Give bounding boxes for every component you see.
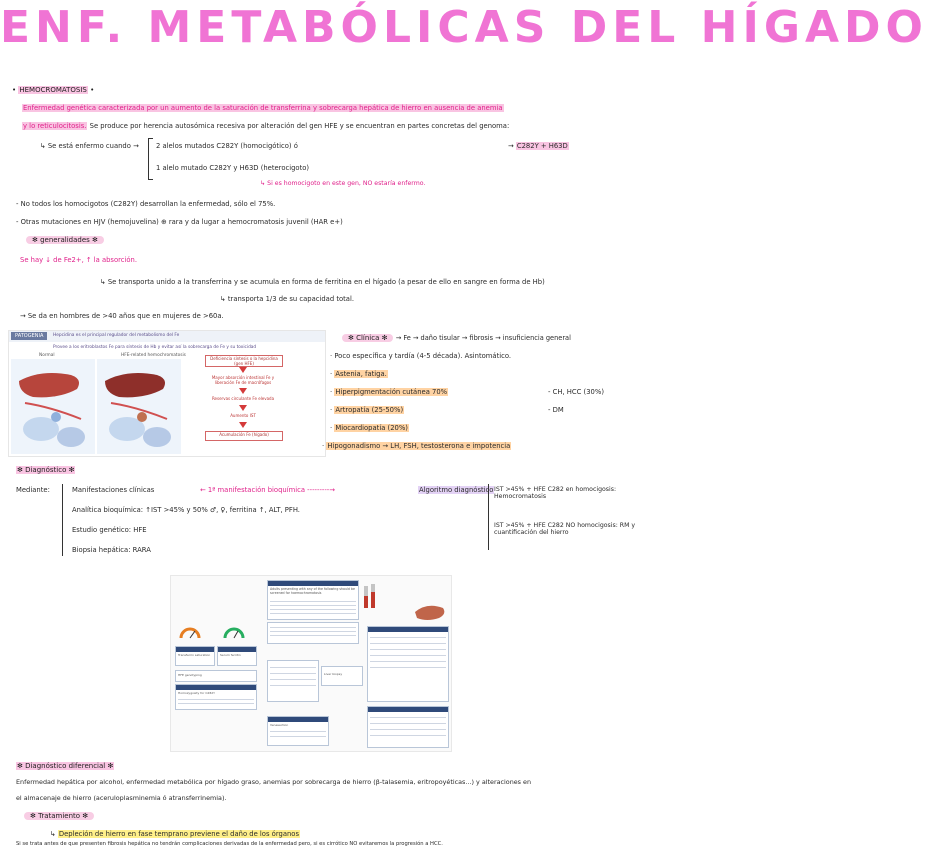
pathogenesis-slide	[8, 330, 326, 457]
clinica-side-2: - DM	[548, 406, 564, 414]
clinica-item-3: · Hiperpigmentación cutánea 70%	[330, 388, 448, 396]
note-homocigotos: - No todos los homocigotos (C282Y) desarrollan la enfermedad, sólo el 75%.	[16, 200, 276, 208]
slide-tab: PATOGENIA	[11, 332, 47, 340]
generalidades-heading: ✻ generalidades ✻	[26, 236, 104, 244]
diag-result-2: IST >45% + HFE C282 NO homocigosis: RM y cuantificación del hierro	[494, 522, 636, 536]
condition-note: ↳ Si es homocigoto en este gen, NO estaría enfermo.	[260, 180, 426, 187]
diagram-box-bottom-right	[367, 706, 449, 748]
clinica-side-1: - CH, HCC (30%)	[548, 388, 604, 396]
diagnostico-heading: ✻ Diagnóstico ✻	[17, 466, 75, 474]
liver-illustration-right	[97, 359, 181, 454]
tratamiento-line-1: ↳ Depleción de hierro en fase temprano previene el daño de los órganos	[50, 830, 299, 838]
diag-algoritmo: Algoritmo diagnóstico	[419, 486, 494, 494]
diagram-box-ferritin: Serum ferritin	[217, 646, 257, 666]
liver-illustration-left	[11, 359, 95, 454]
diagram-box-transferrin: Transferrin saturation	[175, 646, 215, 666]
diag-item-3: Estudio genético: HFE	[72, 526, 147, 534]
flow-step-3: Reservas circulante Fe elevada	[211, 396, 275, 401]
diag-item-4: Biopsia hepática: RARA	[72, 546, 151, 554]
diagram-box-genotyping: HFE genotyping	[175, 670, 257, 682]
flow-arrow-3	[239, 405, 247, 411]
tratamiento-line-2: Si se trata antes de que presenten fibrosis hepática no tendrán complicaciones derivadas de la enfermedad pero, si es cirrótico NO evitaremos la progresión a HCC.	[16, 841, 443, 847]
condition-2: 1 alelo mutado C282Y y H63D (heterocigoto)	[156, 164, 310, 172]
flow-step-1: Deficiencia síntesis o la hepcidina (gen HFE)	[205, 355, 283, 367]
mutation-label: → C282Y + H63D	[508, 142, 568, 150]
diferencial-heading: ✻ Diagnóstico diferencial ✻	[17, 762, 114, 770]
clinica-item-4: · Artropatía (25-50%)	[330, 406, 404, 414]
diagram-top-box	[267, 580, 359, 620]
gauge-icon-left	[179, 626, 201, 640]
clinica-item-2: · Astenia, fatiga.	[330, 370, 387, 378]
sick-when: ↳ Se está enfermo cuando →	[40, 142, 139, 150]
diagram-box-right	[367, 626, 449, 702]
algorithm-diagram	[170, 575, 452, 752]
diag-mediante: Mediante:	[16, 486, 50, 494]
flow-arrow-2	[239, 388, 247, 394]
diagram-title: Adults presenting with any of the following should be screened for haemochromatosis	[270, 587, 355, 595]
definition-line-2: y lo reticulocitosis. Se produce por herencia autosómica recesiva por alteración del gen HFE y se encuentran en partes concretas del genoma:	[23, 122, 510, 130]
tratamiento-heading: ✻ Tratamiento ✻	[24, 812, 94, 820]
diagram-box-homozygosity: Homozygosity for C282Y	[175, 684, 257, 710]
diag-brace	[62, 484, 67, 556]
slide-img-left-label: Normal	[39, 353, 55, 358]
clinica-item-5: · Miocardiopatía (20%)	[330, 424, 408, 432]
definition-line-1: Enfermedad genética caracterizada por un aumento de la saturación de transferrina y sobrecarga hepática de hierro en ausencia de anemia	[23, 104, 503, 112]
diag-first-manif: ← 1ª manifestación bioquímica ---------→	[200, 486, 335, 494]
clinica-heading: ✻ Clínica ✻ → Fe → daño tisular → fibrosis → insuficiencia general	[342, 334, 571, 342]
liver-icon	[413, 602, 447, 624]
diferencial-text-1: Enfermedad hepática por alcohol, enfermedad metabólica por hígado graso, anemias por sobrecarga de hierro (β-talasemia, eritropoyéticas...) y alteraciones en	[16, 778, 532, 786]
slide-img-right-label: HFE-related hemochromatosis	[121, 353, 186, 358]
diag-result-brace	[488, 484, 493, 550]
diagram-box-2	[267, 622, 359, 644]
diferencial-text-2: el almacenaje de hierro (aceruloplasminemia ó atransferrinemia).	[16, 794, 227, 802]
section-heading-hemocromatosis: • HEMOCROMATOSIS •	[12, 86, 95, 94]
transporte-text: ↳ Se transporta unido a la transferrina y se acumula en forma de ferritina en el hígado (a pesar de ello en sangre en forma de Hb)	[100, 278, 545, 286]
slide-line-1: Hepcidina es el principal regulador del metabolismo del Fe	[53, 333, 180, 338]
diagram-box-venesection: Venesection	[267, 716, 329, 746]
diagram-box-mid	[267, 660, 319, 702]
diag-item-1: Manifestaciones clínicas	[72, 486, 155, 494]
flow-step-4: Aumento IST	[230, 413, 256, 418]
diagram-box-liver-biopsy: Liver biopsy	[321, 666, 363, 686]
page-title: ENF. METABÓLICAS DEL HÍGADO	[0, 2, 928, 53]
gauge-icon-right	[223, 626, 245, 640]
flow-arrow-4	[239, 422, 247, 428]
condition-brace	[148, 138, 153, 180]
slide-line-2: Provee a los eritroblastos Fe para síntesis de Hb y evitar así la sobrecarga de Fe y su toxicidad	[53, 345, 257, 350]
hemo-heading: HEMOCROMATOSIS	[19, 86, 87, 94]
note-mutaciones: - Otras mutaciones en HJV (hemojuvelina) ⊕ rara y da lugar a hemocromatosis juvenil (HAR e+)	[16, 218, 343, 226]
flow-arrow-1	[239, 367, 247, 373]
clinica-item-1: · Poco específica y tardía (4-5 década). Asintomático.	[330, 352, 512, 360]
flow-step-2: Mayor absorción intestinal Fe y liberación Fe de macrófagos	[211, 375, 275, 385]
clinica-item-6: · Hipogonadismo → LH, FSH, testosterona e impotencia	[322, 442, 511, 450]
flow-step-5: Acumulación Fe (hígado)	[205, 431, 283, 441]
transporte-capacidad: ↳ transporta 1/3 de su capacidad total.	[220, 295, 355, 303]
diag-item-2: Analítica bioquímica: ↑IST >45% y 50% ♂, ♀, ferritina ↑, ALT, PFH.	[72, 506, 300, 514]
condition-1: 2 alelos mutados C282Y (homocigótico) ó	[156, 142, 298, 150]
diag-result-1: IST >45% + HFE C282 en homocigosis: Hemocromatosis	[494, 486, 617, 500]
blood-tubes-icon	[361, 576, 385, 616]
absorcion-text: Se hay ↓ de Fe2+, ↑ la absorción.	[20, 256, 138, 264]
onset-text: → Se da en hombres de >40 años que en mujeres de >60a.	[20, 312, 224, 320]
